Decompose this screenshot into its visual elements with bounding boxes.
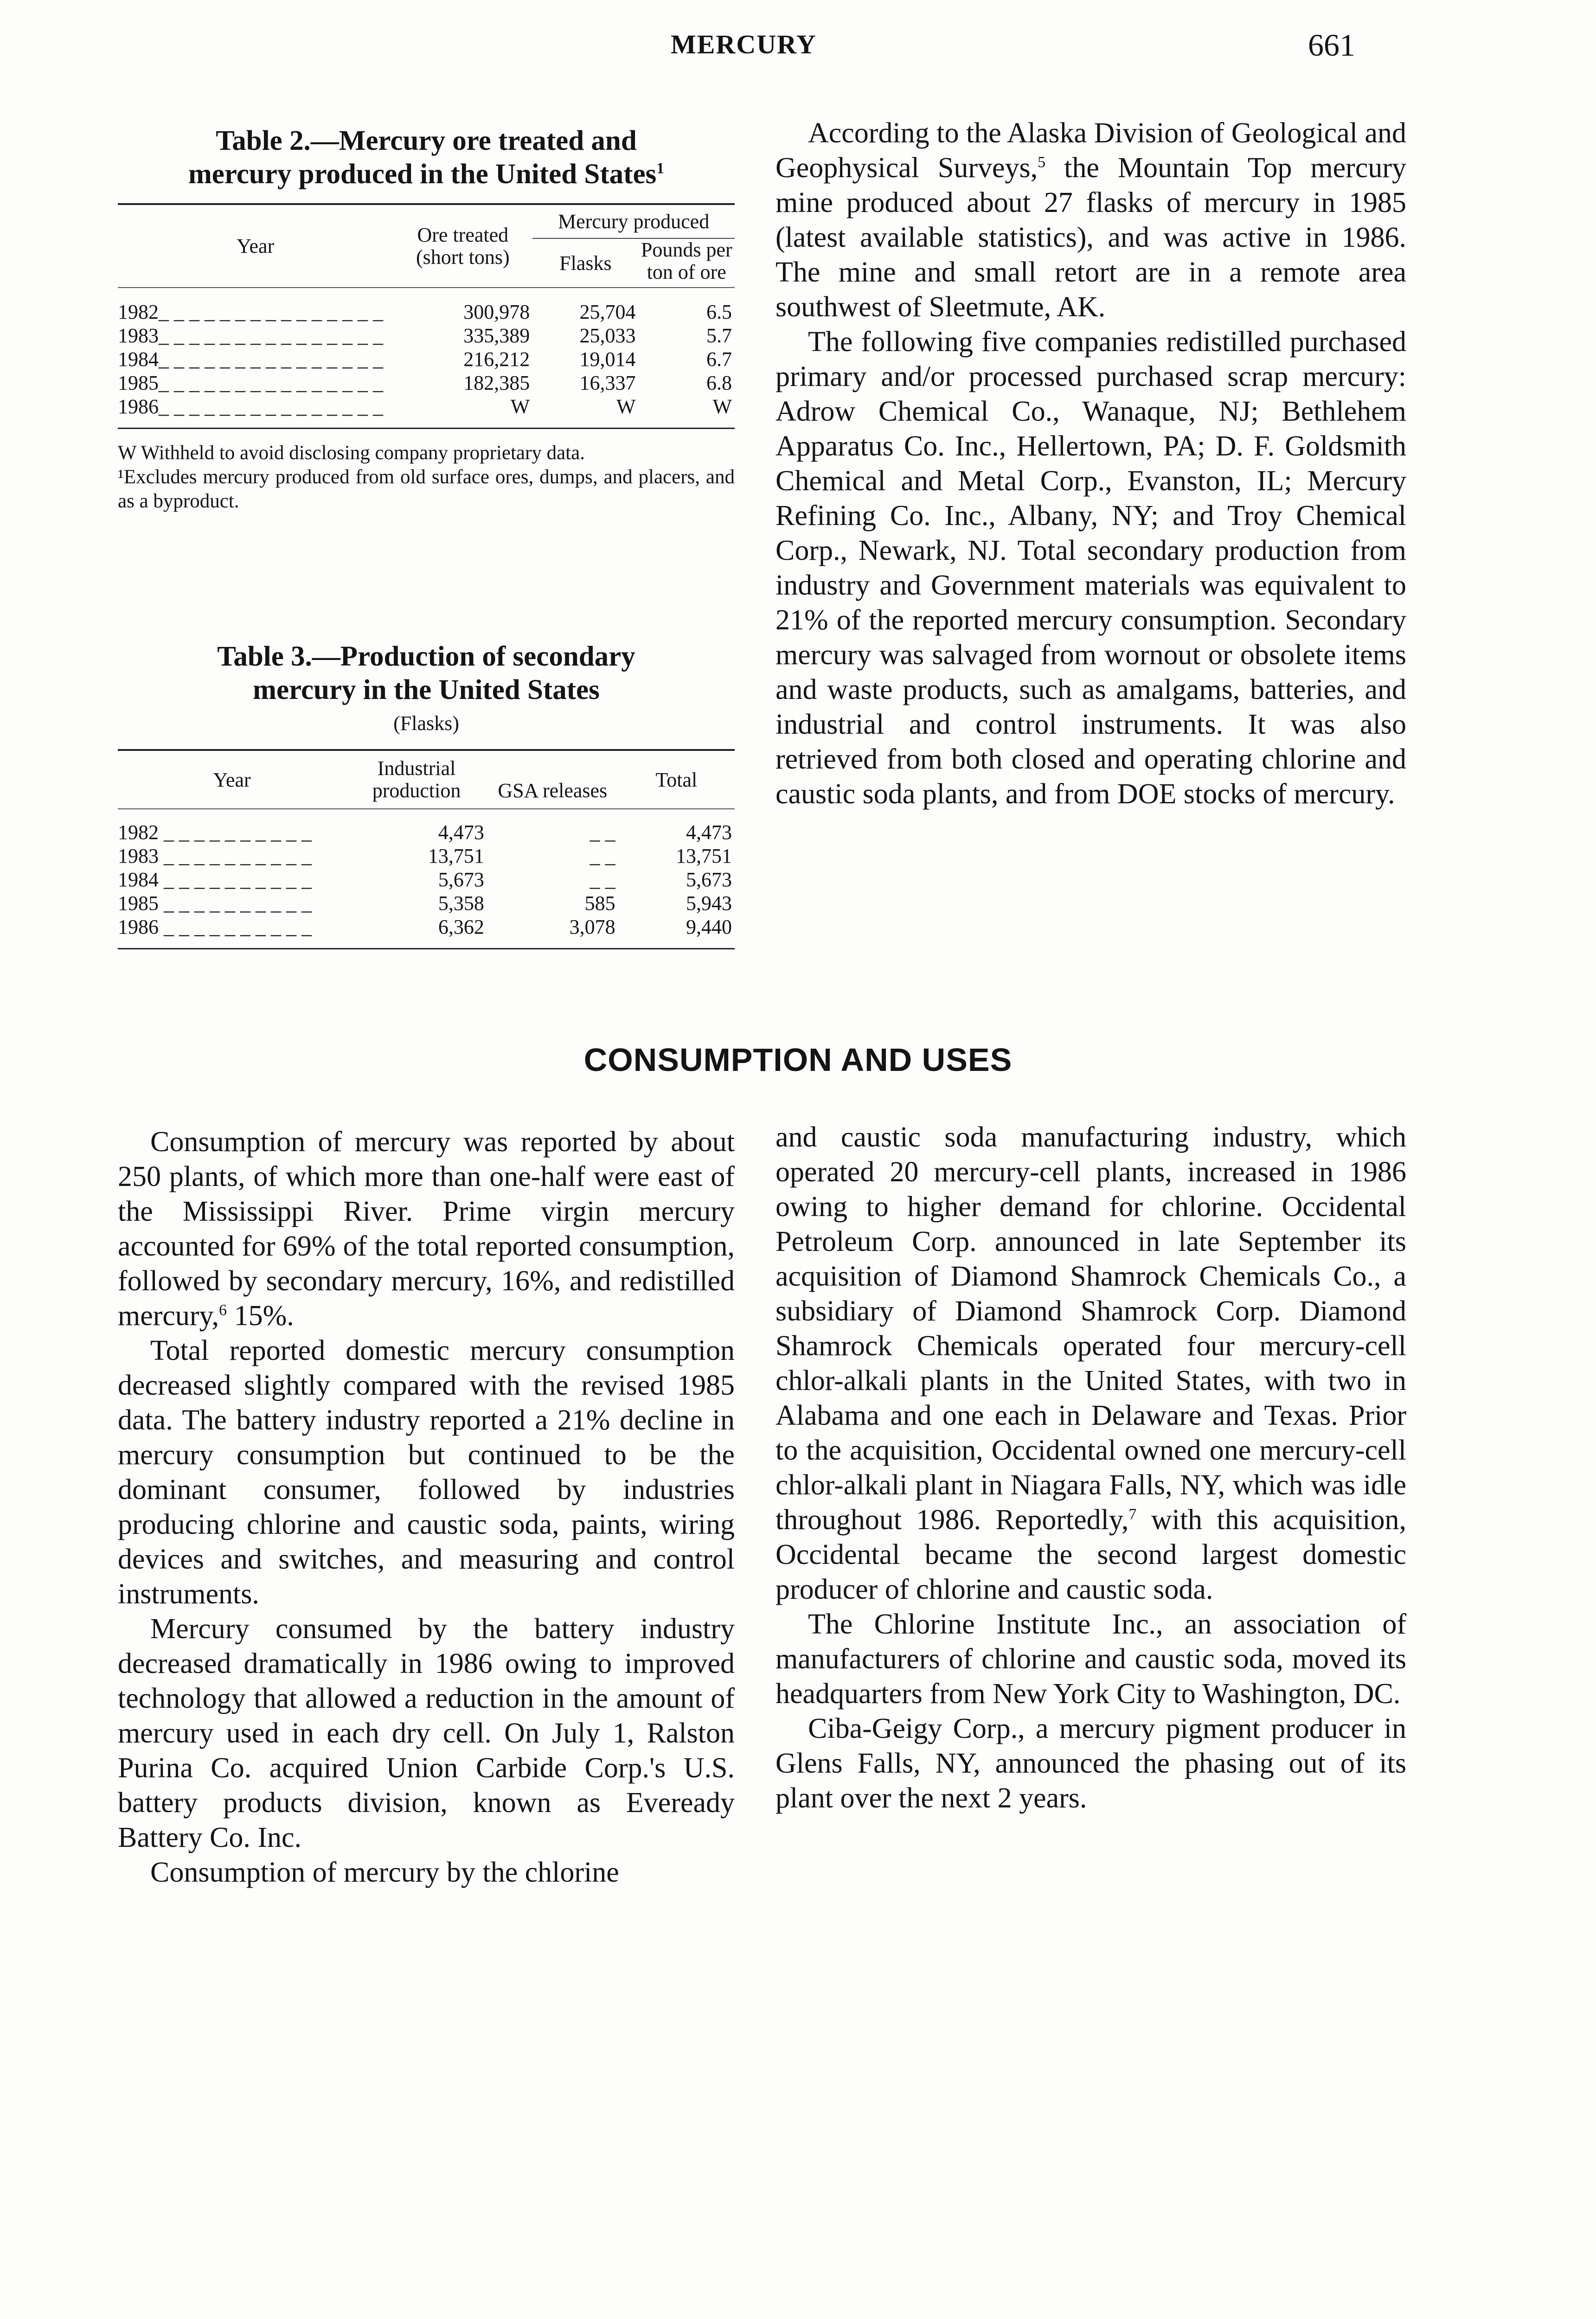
table-3-header-total: Total [655,768,698,791]
paragraph: The following five companies redistilled purchased primary and/or processed purchased scrap mercury: Adrow Chemical Co., Wanaque, NJ; Bethlehem Apparatus Co. Inc., Hellertown, PA; D. F. Goldsmith Chemical and Metal Corp., Evanston, IL; Mercury Refining Co. Inc., Albany, NY; and Troy Chemical Corp., Newark, NJ. Total secondary production from industry and Government materials was equivalent to 21% of the reported mercury consumption. Secondary mercury was salvaged from wornout or obsolete items and waste products, such as amalgams, batteries, and industrial and control instruments. It was also retrieved from both closed and operating chlorine and caustic soda plants, and from DOE stocks of mercury. [776,326,1406,810]
table-3-cell-gsa: _ _ [590,845,615,867]
table-3-cell-industrial: 5,673 [438,868,484,891]
table-3-cell-total: 9,440 [686,916,732,938]
table-2-caption-line1: Table 2.—Mercury ore treated and [216,125,637,156]
table-3-caption [118,640,735,707]
table-3-cell-total: 5,673 [686,868,732,891]
table-3 [118,640,735,949]
table-3-cell-industrial: 5,358 [438,892,484,915]
table-3-cell-industrial: 13,751 [428,845,484,867]
table-2-row-year: 1984_ _ _ _ _ _ _ _ _ _ _ _ _ _ _ [118,348,383,371]
table-2-row-year: 1982_ _ _ _ _ _ _ _ _ _ _ _ _ _ _ [118,301,383,323]
table-3-caption-line1: Table 3.—Production of secondary [217,641,635,672]
table-2-cell-flasks: 25,033 [579,324,636,347]
paragraph: Ciba-Geigy Corp., a mercury pigment producer in Glens Falls, NY, announced the phasing out of its plant over the next 2 years. [776,1713,1406,1814]
table-row [118,395,735,418]
table-3-cell-total: 5,943 [686,892,732,915]
table-3-cell-gsa: _ _ [590,821,615,844]
left-column-bottom [118,1125,735,1890]
paragraph-text: According to the Alaska Division of Geological and Geophysical Surveys, [776,117,1406,184]
table-2-cell-ore: 182,385 [463,372,530,394]
table-row [118,300,735,324]
table-2-cell-ppt: 6.8 [706,372,732,394]
table-2-row-year: 1983_ _ _ _ _ _ _ _ _ _ _ _ _ _ _ [118,324,383,347]
table-3-row-year: 1986 _ _ _ _ _ _ _ _ _ _ [118,916,312,938]
table-2-footnote-1: ¹Excludes mercury produced from old surface ores, dumps, and placers, and as a byproduct. [118,466,735,512]
paragraph-text: and caustic soda manufacturing industry, which operated 20 mercury-cell plants, increased in 1986 owing to higher demand for chlorine. Occidental Petroleum Corp. announced in late September its acquisition of Diamond Shamrock Chemicals Co., a subsidiary of Diamond Shamrock Corp. Diamond Shamrock Chemicals operated four mercury-cell chlor-alkali plants in the United States, with two in Alabama and one each in Delaware and Texas. Prior to the acquisition, Occidental owned one mercury-cell chlor-alkali plant in Niagara Falls, NY, which was idle throughout 1986. Reportedly, [776,1121,1406,1536]
table-3-grid [118,749,735,949]
table-2-cell-flasks: W [616,395,636,418]
table-2-row-year: 1985_ _ _ _ _ _ _ _ _ _ _ _ _ _ _ [118,372,383,394]
running-header-title: MERCURY [671,29,817,59]
table-3-header-gsa: GSA releases [498,779,608,802]
page-number: 661 [1308,27,1355,63]
table-2-cell-ore: 216,212 [463,348,530,371]
right-column-top [776,116,1406,812]
table-3-header-year: Year [213,768,251,791]
table-3-cell-industrial: 4,473 [438,821,484,844]
table-3-cell-industrial: 6,362 [438,916,484,938]
table-2-cell-ppt: W [712,395,732,418]
table-2-header-flasks: Flasks [559,251,612,275]
table-row [118,868,735,891]
table-2-caption-line2 [118,158,735,191]
right-column-bottom [776,1120,1406,1816]
table-2-grid [118,203,735,429]
table-row [118,820,735,844]
table-row [118,891,735,915]
table-2-header-year: Year [237,235,275,257]
table-2-cell-ppt: 6.5 [706,301,732,323]
table-row [118,324,735,347]
table-3-row-year: 1982 _ _ _ _ _ _ _ _ _ _ [118,821,312,844]
section-heading: CONSUMPTION AND USES [583,1042,1013,1078]
table-3-cell-gsa: 585 [584,892,615,915]
table-2-cell-ppt: 6.7 [706,348,732,371]
paragraph-text: with this acquisition, Occidental became the second largest domestic producer of chlorine and caustic soda. [776,1504,1407,1605]
table-2-header-mercury-produced: Mercury produced [532,204,735,238]
paragraph [776,1120,1406,1607]
table-row [118,844,735,868]
table-2-header-ore-treated: Ore treated (short tons) [416,223,510,269]
table-2-cell-ppt: 5.7 [706,324,732,347]
table-3-cell-gsa: 3,078 [569,916,615,938]
table-3-row-year: 1985 _ _ _ _ _ _ _ _ _ _ [118,892,312,915]
paragraph-text: the Mountain Top mercury mine produced about 27 flasks of mercury in 1985 (latest available statistics), and was active in 1986. The mine and small retort are in a remote area southwest of Sleetmute, AK. [776,152,1406,323]
table-2-cell-flasks: 25,704 [579,301,636,323]
paragraph: Mercury consumed by the battery industry decreased dramatically in 1986 owing to improved technology that allowed a reduction in the amount of mercury used in each dry cell. On July 1, Ralston Purina Co. acquired Union Carbide Corp.'s U.S. battery products division, known as Eveready Battery Co. Inc. [118,1613,735,1853]
table-2-caption-line2-text: mercury produced in the United States [188,159,657,190]
table-row [118,915,735,939]
table-3-unit: (Flasks) [393,712,459,735]
table-2-note-withheld: W Withheld to avoid disclosing company proprietary data. [118,442,585,464]
footnote-mark: 7 [1128,1505,1137,1523]
paragraph [118,1125,735,1333]
table-2 [118,124,735,513]
table-2-row-year: 1986_ _ _ _ _ _ _ _ _ _ _ _ _ _ _ [118,395,383,418]
paragraph: Consumption of mercury by the chlorine [150,1857,619,1888]
table-row [118,371,735,395]
table-2-caption [118,124,735,191]
table-row [118,347,735,371]
footnote-mark: 6 [219,1301,227,1319]
table-3-row-year: 1984 _ _ _ _ _ _ _ _ _ _ [118,868,312,891]
table-2-cell-flasks: 16,337 [579,372,636,394]
table-2-cell-flasks: 19,014 [579,348,636,371]
table-2-cell-ore: 335,389 [463,324,530,347]
paragraph: The Chlorine Institute Inc., an association of manufacturers of chlorine and caustic soda, moved its headquarters from New York City to Washington, DC. [776,1608,1406,1710]
table-3-cell-total: 4,473 [686,821,732,844]
paragraph [776,116,1406,325]
footnote-mark: 5 [1038,154,1046,171]
paragraph-text: 15%. [227,1300,294,1332]
table-2-header-pounds-per-ton: Pounds per ton of ore [641,238,732,283]
table-3-caption-line2: mercury in the United States [253,674,600,705]
paragraph-text: Consumption of mercury was reported by about 250 plants, of which more than one-half were east of the Mississippi River. Prime virgin mercury accounted for 69% of the total reported consumption, followed by secondary mercury, 16%, and redistilled mercury, [118,1126,735,1332]
table-3-header-industrial: Industrial production [372,757,461,802]
table-3-cell-gsa: _ _ [590,868,615,891]
table-3-row-year: 1983 _ _ _ _ _ _ _ _ _ _ [118,845,312,867]
table-2-caption-footnote-mark: 1 [656,160,665,177]
table-2-cell-ore: W [510,395,530,418]
table-2-cell-ore: 300,978 [463,301,530,323]
paragraph: Total reported domestic mercury consumption decreased slightly compared with the revised 1985 data. The battery industry reported a 21% decline in mercury consumption but continued to be the dominant consumer, followed by industries producing chlorine and caustic soda, paints, wiring devices and switches, and measuring and control instruments. [118,1335,735,1610]
table-3-cell-total: 13,751 [676,845,732,867]
